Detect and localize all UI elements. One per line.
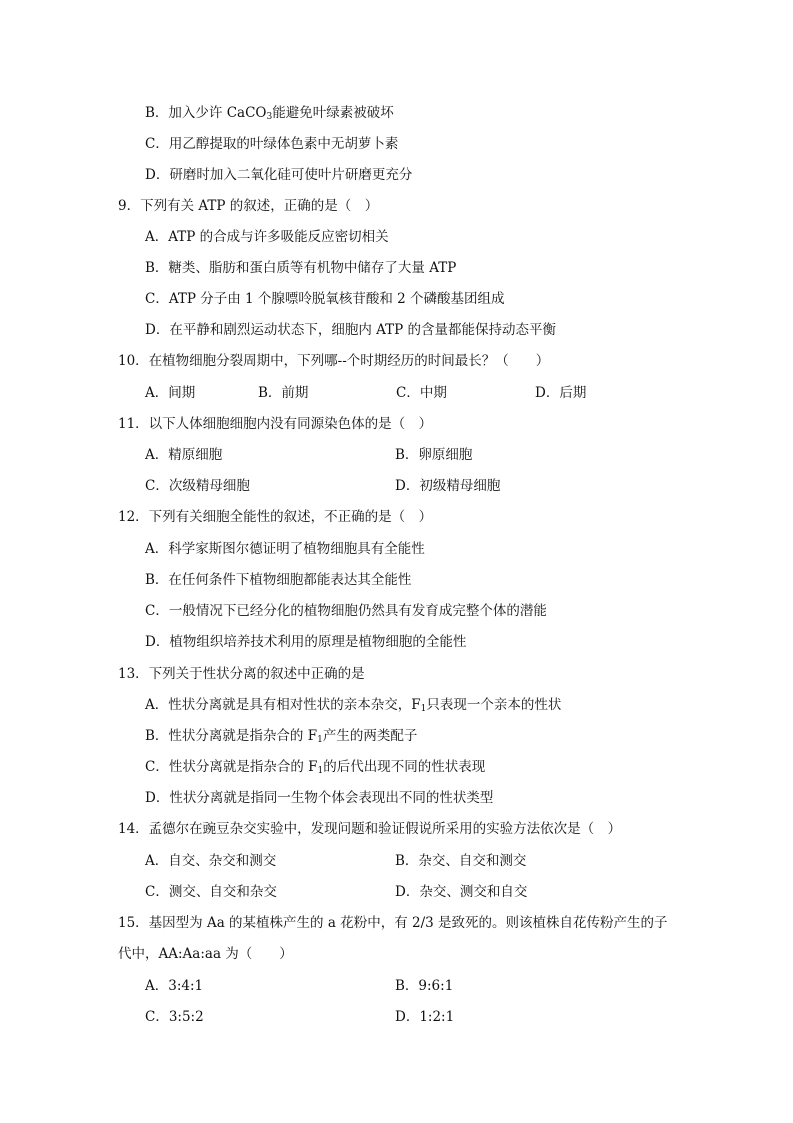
q11-option-c: C．次级精母细胞 <box>145 478 250 494</box>
q8-option-b-subscript: 3 <box>266 112 273 122</box>
q10-stem: 10．在植物细胞分裂周期中，下列哪--个时期经历的时间最长？（ ） <box>118 353 550 369</box>
q13-option-b <box>145 727 417 745</box>
q13-option-a <box>145 696 561 714</box>
q15-option-c: C．3:5:2 <box>145 1009 204 1025</box>
q13-option-c-subscript: 1 <box>317 766 324 776</box>
q13-option-c-text-end: 的后代出现不同的性状表现 <box>323 759 486 775</box>
q13-option-b-text: B．性状分离就是指杂合的 F <box>145 728 318 744</box>
q9-stem: 9．下列有关 ATP 的叙述，正确的是（ ） <box>118 198 379 214</box>
q8-option-d: D．研磨时加入二氧化硅可使叶片研磨更充分 <box>145 167 413 183</box>
q14-stem: 14．孟德尔在豌豆杂交实验中，发现问题和验证假说所采用的实验方法依次是（ ） <box>118 821 622 837</box>
q14-option-a: A．自交、杂交和测交 <box>145 853 277 869</box>
q12-option-c: C．一般情况下已经分化的植物细胞仍然具有发育成完整个体的潜能 <box>145 603 547 619</box>
q8-option-b <box>145 104 394 122</box>
q12-option-a: A．科学家斯图尔德证明了植物细胞具有全能性 <box>145 541 425 557</box>
q13-option-c-text: C．性状分离就是指杂合的 F <box>145 759 318 775</box>
q13-option-c <box>145 758 485 776</box>
q9-option-a: A．ATP 的合成与许多吸能反应密切相关 <box>145 229 389 245</box>
q12-option-b: B．在任何条件下植物细胞都能表达其全能性 <box>145 572 412 588</box>
q8-option-b-text-end: 能避免叶绿素被破坏 <box>272 105 394 121</box>
q13-option-a-text: A．性状分离就是具有相对性状的亲本杂交，F <box>145 697 421 713</box>
q9-option-d: D．在平静和剧烈运动状态下，细胞内 ATP 的含量都能保持动态平衡 <box>145 322 557 338</box>
q10-option-d: D．后期 <box>535 385 587 401</box>
q14-option-c: C．测交、自交和杂交 <box>145 884 277 900</box>
q11-option-d: D．初级精母细胞 <box>395 478 501 494</box>
q13-stem: 13．下列关于性状分离的叙述中正确的是 <box>118 666 365 682</box>
q13-option-b-subscript: 1 <box>317 735 323 745</box>
q14-option-d: D．杂交、测交和自交 <box>395 884 528 900</box>
q13-option-a-text-end: 只表现一个亲本的性状 <box>426 697 562 713</box>
q15-option-b: B．9:6:1 <box>395 978 454 994</box>
q12-option-d: D．植物组织培养技术利用的原理是植物细胞的全能性 <box>145 634 467 650</box>
q10-option-a: A．间期 <box>145 385 196 401</box>
q14-option-b: B．杂交、自交和测交 <box>395 853 527 869</box>
q10-option-b: B．前期 <box>258 385 309 401</box>
q13-option-b-text-end: 产生的两类配子 <box>322 728 418 744</box>
q15-option-d: D．1:2:1 <box>395 1009 455 1025</box>
q9-option-b: B．糖类、脂肪和蛋白质等有机物中储存了大量 ATP <box>145 260 457 276</box>
q10-option-c: C．中期 <box>396 385 447 401</box>
q13-option-a-subscript: 1 <box>420 704 427 714</box>
q11-option-a: A．精原细胞 <box>145 447 223 463</box>
q15-option-a: A．3:4:1 <box>145 978 204 994</box>
q9-option-c: C．ATP 分子由 1 个腺嘌呤脱氧核苷酸和 2 个磷酸基团组成 <box>145 291 505 307</box>
q12-stem: 12．下列有关细胞全能性的叙述，不正确的是（ ） <box>118 509 433 525</box>
q8-option-b-text: B．加入少许 CaCO <box>145 105 267 121</box>
q13-option-d: D．性状分离就是指同一生物个体会表现出不同的性状类型 <box>145 790 494 806</box>
q11-stem: 11．以下人体细胞细胞内没有同源染色体的是（ ） <box>118 416 433 432</box>
q11-option-b: B．卵原细胞 <box>395 447 473 463</box>
q8-option-c: C．用乙醇提取的叶绿体色素中无胡萝卜素 <box>145 136 399 152</box>
q15-stem-line2: 代中，AA:Aa:aa 为（ ） <box>118 946 293 962</box>
q15-stem-line1: 15．基因型为 Aa 的某植株产生的 a 花粉中，有 2/3 是致死的。则该植株自花传粉产生的子 <box>118 915 668 931</box>
